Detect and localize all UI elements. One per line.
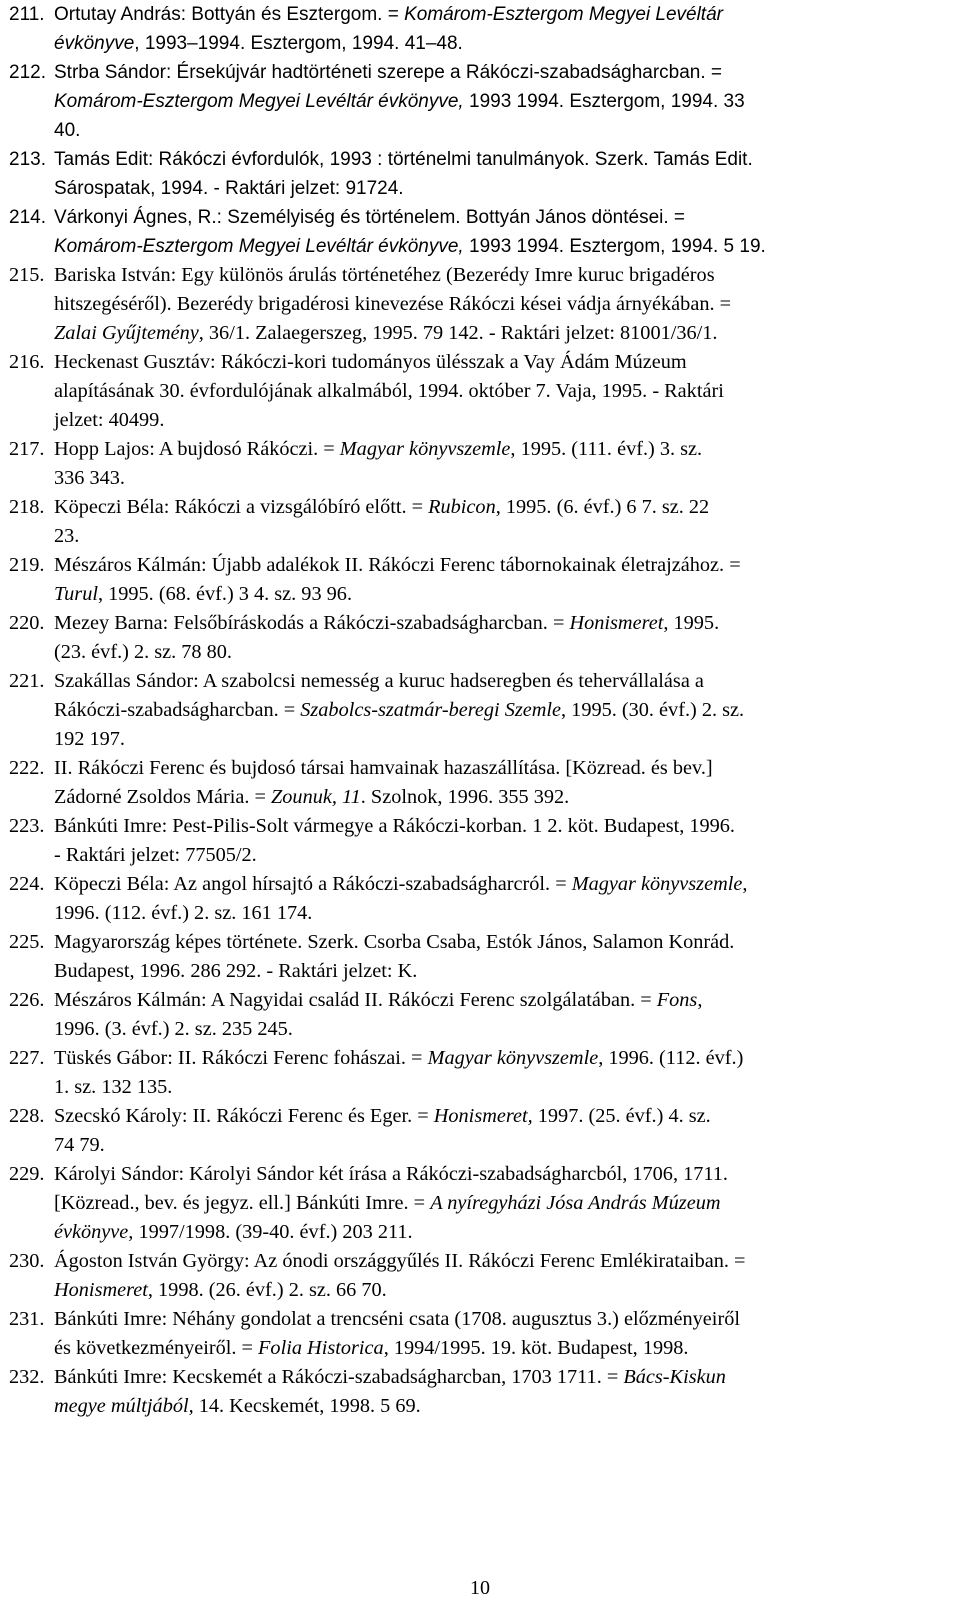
italic-title: Komárom-Esztergom Megyei Levéltár évkönyve, <box>54 91 464 112</box>
entry-line <box>54 174 949 203</box>
entry-text: Szecskó Károly: II. Rákóczi Ferenc és Eger. = <box>54 1105 434 1127</box>
entry-text: Budapest, 1996. 286 292. - Raktári jelzet: K. <box>54 960 418 982</box>
italic-title: évkönyve <box>54 33 135 54</box>
italic-title: Magyar könyvszemle <box>339 438 511 460</box>
bibliography-entry <box>9 435 949 493</box>
entry-text: Mezey Barna: Felsőbíráskodás a Rákóczi-szabadságharcban. = <box>54 612 570 634</box>
bibliography-entry <box>9 1363 949 1421</box>
bibliography-entry <box>9 203 949 261</box>
entry-text: 1996. (112. évf.) 2. sz. 161 174. <box>54 902 313 924</box>
entry-text: , 1994/1995. 19. köt. Budapest, 1998. <box>383 1337 689 1359</box>
entry-number: 227. <box>9 1047 45 1069</box>
entry-line <box>54 1015 949 1044</box>
entry-text: , <box>697 989 703 1011</box>
entry-text: 40. <box>54 120 81 141</box>
entry-line <box>54 1334 949 1363</box>
entry-line <box>54 870 949 899</box>
entry-line <box>54 551 949 580</box>
entry-text: alapításának 30. évfordulójának alkalmából, 1994. október 7. Vaja, 1995. - Raktári <box>54 380 724 402</box>
italic-title: Fons <box>656 989 698 1011</box>
entry-text: Várkonyi Ágnes, R.: Személyiség és történelem. Bottyán János döntései. = <box>54 207 686 228</box>
bibliography-entry <box>9 493 949 551</box>
entry-line <box>54 348 949 377</box>
entry-line <box>54 1160 949 1189</box>
bibliography-entry <box>9 754 949 812</box>
entry-text: 1. sz. 132 135. <box>54 1076 173 1098</box>
entry-text: [Közread., bev. és jegyz. ell.] Bánkúti Imre. = <box>54 1192 431 1214</box>
entry-text: , 1995. (68. évf.) 3 4. sz. 93 96. <box>97 583 353 605</box>
entry-text: 23. <box>54 525 80 547</box>
italic-title: A nyíregyházi Jósa András Múzeum <box>430 1192 721 1214</box>
entry-line <box>54 1044 949 1073</box>
entry-number: 212. <box>9 62 46 83</box>
italic-title: Honismeret <box>569 612 664 634</box>
entry-number: 218. <box>9 496 45 518</box>
bibliography-list <box>9 0 949 1421</box>
entry-text: 74 79. <box>54 1134 105 1156</box>
entry-line <box>54 464 949 493</box>
entry-text: Szakállas Sándor: A szabolcsi nemesség a kuruc hadseregben és tehervállalása a <box>54 670 704 692</box>
entry-text: , 1996. (112. évf.) <box>598 1047 744 1069</box>
bibliography-entry <box>9 1160 949 1247</box>
entry-text: , 1998. (26. évf.) 2. sz. 66 70. <box>147 1279 387 1301</box>
entry-number: 214. <box>9 207 46 228</box>
entry-line <box>54 812 949 841</box>
entry-line <box>54 0 949 29</box>
italic-title: Zalai Gyűjtemény <box>54 322 199 344</box>
entry-text: 14. Kecskemét, 1998. 5 69. <box>193 1395 421 1417</box>
entry-line <box>54 290 949 319</box>
entry-number: 228. <box>9 1105 45 1127</box>
bibliography-entry <box>9 1305 949 1363</box>
entry-line <box>54 609 949 638</box>
entry-text: 1993 1994. Esztergom, 1994. 5 19. <box>463 236 766 257</box>
entry-text: Tüskés Gábor: II. Rákóczi Ferenc fohászai. = <box>54 1047 428 1069</box>
entry-text: Sárospatak, 1994. - Raktári jelzet: 91724. <box>54 178 404 199</box>
bibliography-entry <box>9 667 949 754</box>
entry-text: Mészáros Kálmán: A Nagyidai család II. Rákóczi Ferenc szolgálatában. = <box>54 989 657 1011</box>
entry-line <box>54 1102 949 1131</box>
entry-line <box>54 754 949 783</box>
entry-text: 1997. (25. évf.) 4. sz. <box>532 1105 711 1127</box>
entry-number: 219. <box>9 554 45 576</box>
entry-line <box>54 1189 949 1218</box>
entry-text: 336 343. <box>54 467 125 489</box>
entry-line <box>54 377 949 406</box>
entry-text: (23. évf.) 2. sz. 78 80. <box>54 641 232 663</box>
entry-line <box>54 899 949 928</box>
entry-line <box>54 203 949 232</box>
entry-text: Köpeczi Béla: Az angol hírsajtó a Rákóczi-szabadságharcról. = <box>54 873 572 895</box>
italic-title: Folia Historica <box>258 1337 384 1359</box>
entry-text: Hopp Lajos: A bujdosó Rákóczi. = <box>54 438 340 460</box>
entry-text: 192 197. <box>54 728 125 750</box>
entry-number: 223. <box>9 815 45 837</box>
bibliography-entry <box>9 551 949 609</box>
entry-number: 232. <box>9 1366 45 1388</box>
bibliography-entry <box>9 58 949 145</box>
entry-line <box>54 522 949 551</box>
bibliography-entry <box>9 1044 949 1102</box>
entry-line <box>54 1276 949 1305</box>
entry-text: Bánkúti Imre: Kecskemét a Rákóczi-szabadságharcban, 1703 1711. = <box>54 1366 624 1388</box>
entry-line <box>54 667 949 696</box>
italic-title: Komárom-Esztergom Megyei Levéltár évkönyve, <box>54 236 464 257</box>
italic-title: Rubicon <box>428 496 496 518</box>
italic-title: Zounuk, 11 <box>271 786 361 808</box>
entry-number: 222. <box>9 757 45 779</box>
bibliography-entry <box>9 348 949 435</box>
bibliography-entry <box>9 0 949 58</box>
italic-title: Honismeret, <box>433 1105 533 1127</box>
entry-text: , 1993–1994. Esztergom, 1994. 41–48. <box>134 33 463 54</box>
entry-line <box>54 783 949 812</box>
entry-text: Károlyi Sándor: Károlyi Sándor két írása a Rákóczi-szabadságharcból, 1706, 1711. <box>54 1163 728 1185</box>
italic-title: Honismeret <box>54 1279 148 1301</box>
entry-text: Zádorné Zsoldos Mária. = <box>54 786 272 808</box>
bibliography-entry <box>9 812 949 870</box>
entry-line <box>54 58 949 87</box>
entry-line <box>54 957 949 986</box>
entry-text: Ortutay András: Bottyán és Esztergom. = <box>54 4 405 25</box>
entry-text: II. Rákóczi Ferenc és bujdosó társai hamvainak hazaszállítása. [Közread. és bev.] <box>54 757 713 779</box>
entry-line <box>54 928 949 957</box>
page-number: 10 <box>470 1577 490 1599</box>
entry-text: Ágoston István György: Az ónodi országgyűlés II. Rákóczi Ferenc Emlékirataiban. = <box>54 1250 746 1272</box>
entry-line <box>54 406 949 435</box>
entry-number: 211. <box>9 4 45 25</box>
entry-number: 230. <box>9 1250 45 1272</box>
entry-line <box>54 986 949 1015</box>
italic-title: Bács-Kiskun <box>623 1366 726 1388</box>
entry-text: 1997/1998. (39-40. évf.) 203 211. <box>133 1221 413 1243</box>
entry-number: 226. <box>9 989 45 1011</box>
entry-text: 1993 1994. Esztergom, 1994. 33 <box>463 91 745 112</box>
entry-line <box>54 435 949 464</box>
entry-line <box>54 1363 949 1392</box>
entry-number: 215. <box>9 264 45 286</box>
bibliography-entry <box>9 609 949 667</box>
entry-text: Magyarország képes története. Szerk. Csorba Csaba, Estók János, Salamon Konrád. <box>54 931 735 953</box>
italic-title: megye múltjából, <box>54 1395 194 1417</box>
entry-line <box>54 696 949 725</box>
entry-line <box>54 725 949 754</box>
entry-text: Köpeczi Béla: Rákóczi a vizsgálóbíró előtt. = <box>54 496 429 518</box>
entry-text: , 36/1. Zalaegerszeg, 1995. 79 142. - Raktári jelzet: 81001/36/1. <box>198 322 718 344</box>
entry-number: 213. <box>9 149 46 170</box>
entry-line <box>54 261 949 290</box>
italic-title: évkönyve, <box>54 1221 134 1243</box>
entry-text: , 1995. <box>663 612 720 634</box>
bibliography-entry <box>9 870 949 928</box>
italic-title: Magyar könyvszemle <box>427 1047 599 1069</box>
bibliography-entry <box>9 1247 949 1305</box>
italic-title: Turul <box>54 583 98 605</box>
entry-line <box>54 145 949 174</box>
entry-text: Mészáros Kálmán: Újabb adalékok II. Rákóczi Ferenc tábornokainak életrajzához. = <box>54 554 741 576</box>
entry-text: és következményeiről. = <box>54 1337 259 1359</box>
entry-text: Bánkúti Imre: Pest-Pilis-Solt vármegye a Rákóczi-korban. 1 2. köt. Budapest, 1996. <box>54 815 735 837</box>
entry-text: hitszegéséről). Bezerédy brigadérosi kinevezése Rákóczi kései vádja árnyékában. = <box>54 293 732 315</box>
entry-text: Bariska István: Egy különös árulás történetéhez (Bezerédy Imre kuruc brigadéros <box>54 264 715 286</box>
entry-text: , 1995. (6. évf.) 6 7. sz. 22 <box>495 496 710 518</box>
entry-line <box>54 1247 949 1276</box>
entry-text: . Szolnok, 1996. 355 392. <box>360 786 570 808</box>
entry-text: - Raktári jelzet: 77505/2. <box>54 844 257 866</box>
bibliography-entry <box>9 261 949 348</box>
entry-text: , 1995. (111. évf.) 3. sz. <box>510 438 703 460</box>
entry-number: 217. <box>9 438 45 460</box>
entry-line <box>54 1131 949 1160</box>
entry-number: 224. <box>9 873 45 895</box>
entry-number: 229. <box>9 1163 45 1185</box>
entry-line <box>54 87 949 116</box>
entry-line <box>54 116 949 145</box>
entry-text: Heckenast Gusztáv: Rákóczi-kori tudományos ülésszak a Vay Ádám Múzeum <box>54 351 687 373</box>
entry-number: 225. <box>9 931 45 953</box>
entry-line <box>54 1392 949 1421</box>
bibliography-entry <box>9 1102 949 1160</box>
entry-text: 1996. (3. évf.) 2. sz. 235 245. <box>54 1018 293 1040</box>
italic-title: Magyar könyvszemle <box>571 873 743 895</box>
entry-text: Tamás Edit: Rákóczi évfordulók, 1993 : történelmi tanulmányok. Szerk. Tamás Edit. <box>54 149 753 170</box>
entry-number: 231. <box>9 1308 45 1330</box>
entry-line <box>54 319 949 348</box>
entry-line <box>54 638 949 667</box>
bibliography-entry <box>9 145 949 203</box>
entry-line <box>54 580 949 609</box>
entry-text: , 1995. (30. évf.) 2. sz. <box>561 699 745 721</box>
entry-line <box>54 493 949 522</box>
entry-line <box>54 29 949 58</box>
entry-text: , <box>742 873 748 895</box>
bibliography-entry <box>9 928 949 986</box>
entry-text: Strba Sándor: Érsekújvár hadtörténeti szerepe a Rákóczi-szabadságharcban. = <box>54 62 723 83</box>
italic-title: Szabolcs-szatmár-beregi Szemle <box>300 699 562 721</box>
entry-line <box>54 1073 949 1102</box>
entry-text: Bánkúti Imre: Néhány gondolat a trencséni csata (1708. augusztus 3.) előzményeiről <box>54 1308 740 1330</box>
entry-line <box>54 1305 949 1334</box>
entry-number: 221. <box>9 670 45 692</box>
entry-line <box>54 841 949 870</box>
entry-text: Rákóczi-szabadságharcban. = <box>54 699 301 721</box>
entry-line <box>54 232 949 261</box>
bibliography-entry <box>9 986 949 1044</box>
entry-number: 220. <box>9 612 45 634</box>
entry-number: 216. <box>9 351 45 373</box>
italic-title: Komárom-Esztergom Megyei Levéltár <box>404 4 723 25</box>
entry-text: jelzet: 40499. <box>54 409 165 431</box>
entry-line <box>54 1218 949 1247</box>
